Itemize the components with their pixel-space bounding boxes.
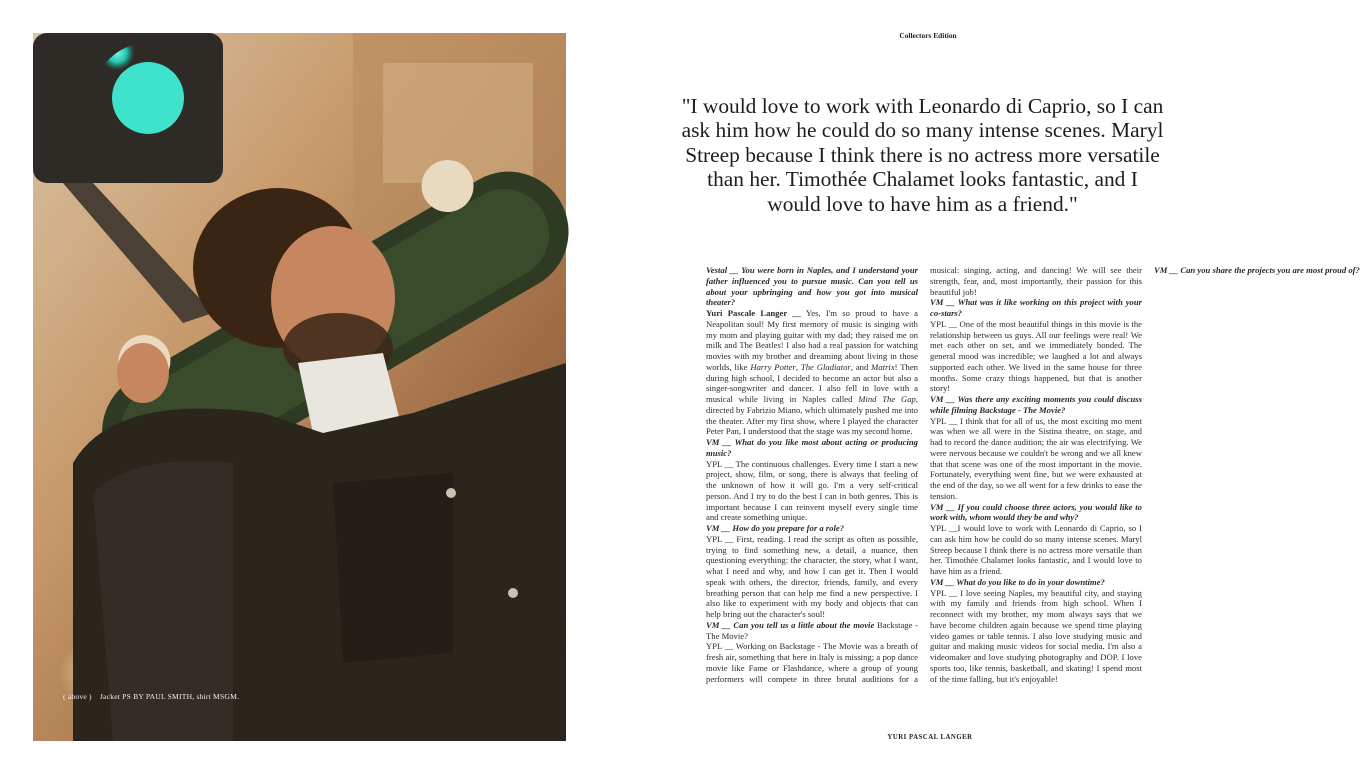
question-8: VM __ What do you like to do in your downtime? [930,576,1105,587]
cover-photo [33,33,566,741]
question-6: VM __ Was there any exciting moments you could discuss while filming Backstage - The Movie? [930,394,1142,415]
hand [117,343,169,403]
interview-body [706,265,1360,685]
question-7: VM __ If you could choose three actors, you would like to work with, whom would they be and why? [930,501,1142,523]
answer-2: YPL __ The continuous challenges. Every time I start a new project, show, film, or song, there is always that feeling of the unknown of how it will go. I'm a very self-critical person. And I try to do the best I can in both genres. This is important because I can reinvent myself every single time and create something unique. [706,458,918,523]
answer-5: YPL __ One of the most beautiful things in this movie is the relationship between us guys. All our feelings were real! We met each other on set, and we immediately bonded. The general mood was incredible; we laughed a lot and always supported each other. We lived in the same house for three months. Some crazy things happened, but that is another story! [930,318,1142,394]
question-2: VM __ What do you like most about acting or producing music? [706,437,918,458]
question-4: VM __ Can you tell us a little about the movie Backstage - The Movie? [706,619,919,641]
question-5: VM __ What was it like working on this project with your co-stars? [930,297,1142,318]
caption-text: Jacket PS BY PAUL SMITH, shirt MSGM. [99,692,240,701]
portrait-illustration [33,33,566,741]
answer-7: YPL __I would love to work with Leonardo di Caprio, so I can ask him how he could do so many intense scenes. Maryl Streep because I think there is no actress more versatile than her. Timothée Chalamet looks fantastic, and I would love to have him as a friend. [930,523,1142,576]
answer-3: YPL __ First, reading. I read the script as often as possible, trying to find something new, a detail, a nuance, then questioning everything: the character, the story, what I want, what I need and why, and how I can get it. Then I would speak with others, the director, friends, family, and every breathing person that can help me find a new perspective. I also like to experiment with my body and objects that can help bring out the character's soul! [706,533,918,619]
speaker-name: Yuri Pascale Langer __ [706,308,801,318]
answer-8: YPL __ I love seeing Naples, my beautiful city, and staying with my family and friends from high school. When I reconnect with my brother, my mom always says that we have become children again because we spend time playing video games or table tennis. I also love studying music and guitar and making music videos for social media. I'm also a videomaker and love studying photography and DOP. I love sports too, like tennis, basketball, and skating! I spend most of the time falling, but it's enjoyable! [930,587,1142,684]
pull-quote: "I would love to work with Leonardo di Caprio, so I can ask him how he could do so many intense scenes. Maryl Streep because I think there is no actress more versatile than her. Timothée Chalamet looks fantastic, and I would love to have him as a friend." [681,94,1164,216]
page-footer-name: YURI PASCAL LANGER [887,734,973,741]
vestal-label: Vestal __ [706,265,739,275]
answer-6: YPL __ I think that for all of us, the most exciting mo ment was when we all were in the Sistina theatre, on stage, and had to record the dance audition; the air was electrifying. We were nervous because we couldn't be wrong and we all knew that that scene was one of the most important in the movie. Fortunately, everything went fine, but we were exhausted at the end of the day, so we all went for a few drinks to ease the tension. [930,415,1142,501]
edition-header: Collectors Edition [899,31,957,40]
question-1: Vestal __ You were born in Naples, and I understand your father influenced you to pursue music. Can you tell us about your upbringing and how you got into musical theater? [706,265,918,308]
caption-tag: ( above ) [63,692,92,701]
question-9: VM __ Can you share the projects you are most proud of? [1154,265,1360,275]
question-3: VM __ How do you prepare for a role? [706,523,844,533]
answer-4: YPL __ Working on Backstage - The Movie was a breath of fresh air, something that here in Italy is missing; a pop dance movie like Fame or Flashdance, where a group of young performers will compete in three brutal auditions for a musical: singing, acting, and dancing! We will see their strength, fear, and, most importantly, their passion for this beautiful job! [706,265,1142,684]
photo-caption [63,692,239,701]
answer-1: Yuri Pascale Langer __ Yes, I'm so proud to have a Neapolitan soul! My first memory of music is singing with my mom and playing guitar with my dad; they raised me on milk and The Beatles! I also had a real passion for watching movies with my brother and dreaming about living in those worlds, like Harry Potter, The Gladiator, and Matrix! Then during high school, I decided to become an actor but also a singer-songwriter and dancer. I also fell in love with a musical while living in Naples called Mind The Gap, directed by Fabrizio Miano, which ultimately pushed me into the theater. After my first show, where I played the character Peter Pan, I understood that the stage was my second home. [706,308,919,437]
